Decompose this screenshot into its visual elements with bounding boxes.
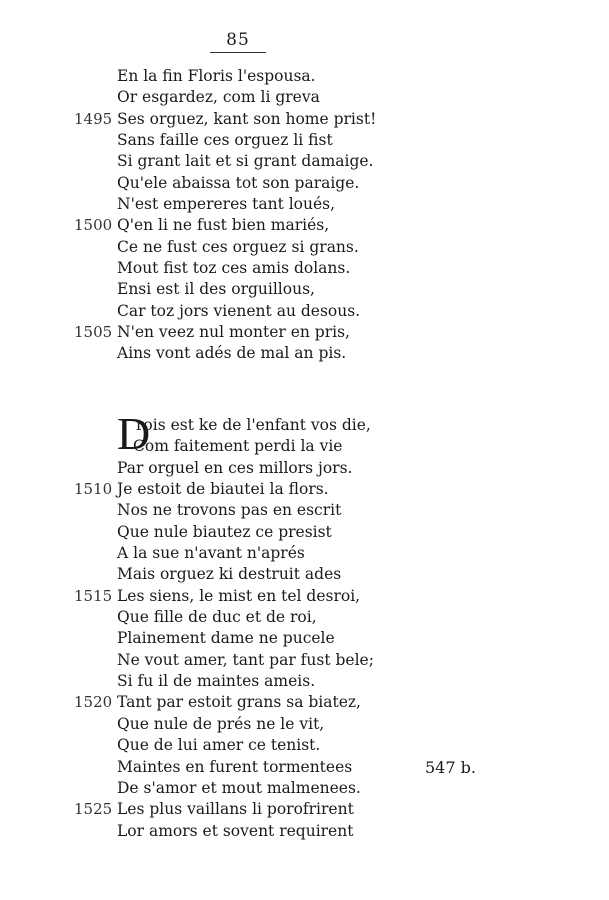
verse-text: A la sue n'avant n'aprés [117,544,305,563]
verse-text: Sans faille ces orguez li fist [117,131,333,150]
verse-text: Mais orguez ki destruit ades [117,565,342,584]
verse-line [0,458,609,479]
verse-text: Ses orguez, kant son home prist! [117,109,377,128]
verse-text: Car toz jors vienent au desous. [117,301,361,320]
line-number: 1500 [74,216,113,235]
verse-line [0,322,609,343]
verse-text: Par orguel en ces millors jors. [117,458,353,477]
page-number: 85 [226,30,250,50]
verse-line [0,66,609,87]
verse-text: Q'en li ne fust bien mariés, [117,216,330,235]
verse-line [0,130,609,151]
verse-line [0,778,609,799]
verse-line [0,500,609,521]
line-number: 1525 [74,800,113,819]
line-number: 1515 [74,586,113,605]
verse-line [0,237,609,258]
verse-line [0,279,609,300]
verse-line [0,151,609,172]
verse-text: Tant par estoit grans sa biatez, [117,693,361,712]
verse-text: Maintes en furent tormentees [117,757,353,776]
drop-cap: D [117,408,151,459]
verse-text: Ce ne fust ces orguez si grans. [117,237,359,256]
verse-line [0,258,609,279]
verse-text: En la fin Floris l'espousa. [117,67,316,85]
verse-line [0,671,609,692]
verse-line [0,87,609,108]
verse-text: Si grant lait et si grant damaige. [117,152,374,171]
verse-text: Ensi est il des orguillous, [117,280,315,299]
verse-text: Que de lui amer ce tenist. [117,736,321,755]
verse-text: Ains vont adés de mal an pis. [117,344,347,363]
line-number: 1495 [74,109,113,128]
verse-text: Nos ne trovons pas en escrit [117,501,342,520]
verse-line [0,821,609,842]
verse-text: N'en veez nul monter en pris, [117,323,350,342]
verse-line [0,714,609,735]
verse-text: Mout fist toz ces amis dolans. [117,259,351,278]
verse-text: Les plus vaillans li porofrirent [117,800,354,819]
verse-line [0,628,609,649]
verse-line [0,586,609,607]
verse-text: Lor amors et sovent requirent [117,821,354,840]
verse-text: N'est empereres tant loués, [117,195,336,214]
verse-line [0,194,609,215]
verse-text: Que fille de duc et de roi, [117,608,317,627]
verse-text: Ne vout amer, tant par fust bele; [117,650,374,669]
verse-line [0,436,609,457]
stanza-2 [0,408,609,842]
verse-line [0,215,609,236]
verse-text: De s'amor et mout malmenees. [117,778,361,797]
verse-line [0,692,609,713]
verse-text: Plainement dame ne pucele [117,629,335,648]
verse-text: Les siens, le mist en tel desroi, [117,586,361,605]
line-number: 1505 [74,323,113,342]
verse-line [0,343,609,364]
line-number: 1520 [74,693,113,712]
verse-text: rois est ke de l'enfant vos die, [136,416,371,434]
verse-text: Com faitement perdi la vie [133,437,343,456]
verse-line [0,479,609,500]
verse-text: Qu'ele abaissa tot son paraige. [117,173,360,192]
verse-line [0,109,609,130]
verse-text: Si fu il de maintes ameis. [117,672,316,691]
verse-line [0,650,609,671]
verse-text: Or esgardez, com li greva [117,88,320,107]
line-number: 1510 [74,480,113,499]
verse-text: Que nule biautez ce presist [117,522,332,541]
verse-line [0,543,609,564]
margin-folio-note: 547 b. [425,757,476,777]
verse-line [0,757,609,778]
stanza-1 [0,66,609,365]
verse-text: Je estoit de biautei la flors. [117,480,329,499]
verse-line [0,735,609,756]
page-number-rule [210,52,266,53]
verse-line [0,522,609,543]
verse-line [0,564,609,585]
verse-line [0,173,609,194]
verse-line [0,301,609,322]
verse-text: Que nule de prés ne le vit, [117,714,325,733]
verse-line [0,799,609,820]
verse-line [0,607,609,628]
